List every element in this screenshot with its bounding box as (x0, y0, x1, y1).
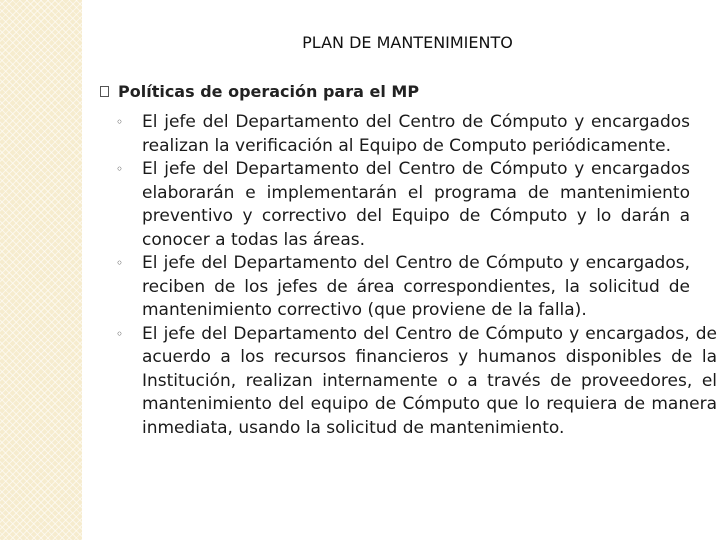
section-heading-row (100, 82, 419, 101)
circle-bullet-icon: ◦ (116, 115, 124, 129)
list-item (116, 252, 690, 323)
section-heading: Políticas de operación para el MP (118, 82, 420, 101)
list-item-text: El jefe del Departamento del Centro de Cómputo y encargados elaborarán e implementarán el programa de mantenimiento preventivo y correctivo del Equipo de Cómputo y lo darán a conocer a todas las áreas. (142, 159, 690, 250)
list-item (116, 323, 717, 441)
circle-bullet-icon: ◦ (116, 162, 124, 176)
decorative-side-stripe (0, 0, 82, 540)
list-item-text: El jefe del Departamento del Centro de Cómputo y encargados realizan la verificación al Equipo de Computo periódicamente. (142, 112, 690, 156)
list-item-text: El jefe del Departamento del Centro de Cómputo y encargados, reciben de los jefes de área correspondientes, la solicitud de mantenimiento correctivo (que proviene de la falla). (142, 253, 690, 320)
list-item (116, 158, 690, 252)
list-item (116, 111, 690, 158)
list-item-text: El jefe del Departamento del Centro de Cómputo y encargados, de acuerdo a los recursos financieros y humanos disponibles de la Institución, realizan internamente o a través de proveedores, el mantenimiento del equipo de Cómputo que lo requiera de manera inmediata, usando la solicitud de mantenimiento. (142, 323, 717, 438)
policy-list (116, 111, 717, 440)
circle-bullet-icon: ◦ (116, 256, 124, 270)
circle-bullet-icon: ◦ (116, 326, 124, 341)
square-bullet-icon (100, 86, 109, 97)
page-title: PLAN DE MANTENIMIENTO (302, 33, 513, 52)
